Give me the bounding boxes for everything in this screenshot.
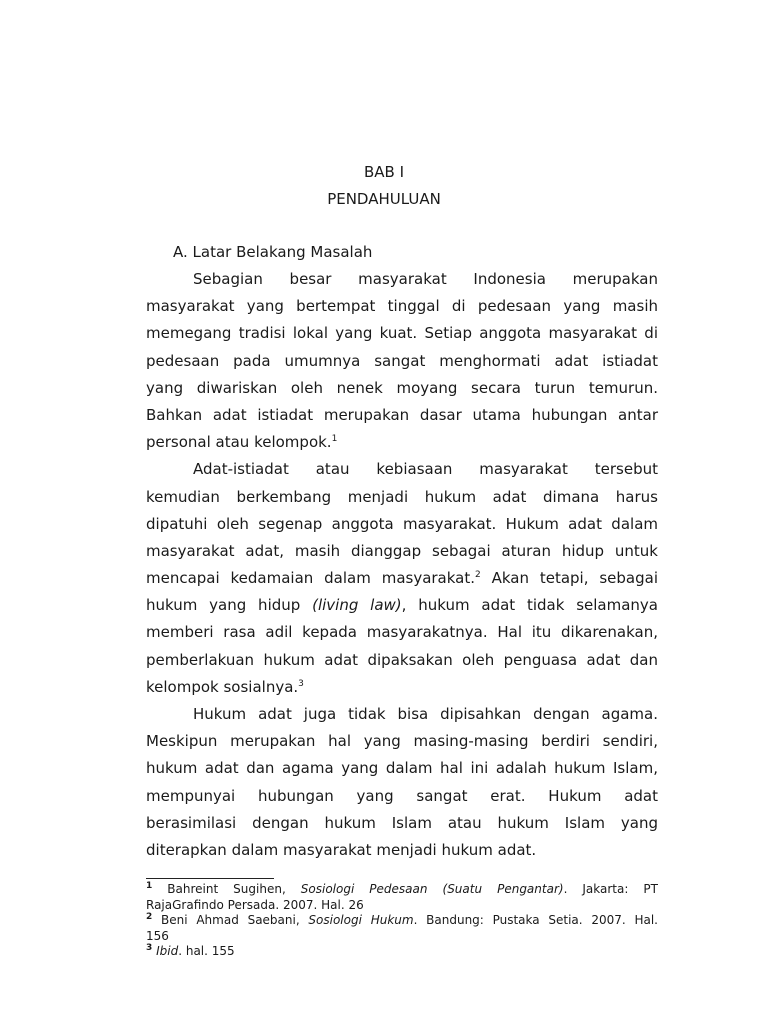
text-line: masyarakat yang bertempat tinggal di pedesaan yang masih [146, 297, 658, 316]
text-segment: , hukum adat tidak selamanya [401, 596, 658, 615]
text-segment: mencapai kedamaian dalam masyarakat. [146, 569, 476, 588]
footnote-title: Ibid [156, 944, 179, 958]
footnote-author: Beni Ahmad Saebani, [152, 913, 309, 927]
footnote-1 [146, 882, 658, 898]
paragraph-1 [146, 266, 658, 864]
text-line: diterapkan dalam masyarakat menjadi hukum adat. [146, 840, 537, 859]
text-segment: kelompok sosialnya. [146, 677, 299, 696]
footnote-divider [146, 878, 274, 879]
footnote-3 [146, 944, 658, 960]
chapter-title: PENDAHULUAN [327, 190, 441, 208]
text-line: masyarakat adat, masih dianggap sebagai aturan hidup untuk [146, 541, 658, 560]
footnotes [146, 882, 658, 960]
text-line: kemudian berkembang menjadi hukum adat dimana harus [146, 487, 658, 506]
text-line [146, 592, 658, 619]
text-line: memberi rasa adil kepada masyarakatnya. Hal itu dikarenakan, [146, 623, 658, 642]
footnote-1-cont: RajaGrafindo Persada. 2007. Hal. 26 [146, 897, 364, 912]
footnote-title: Sosiologi Pedesaan (Suatu Pengantar) [300, 882, 564, 896]
footnote-reference: 3 [298, 678, 304, 689]
footnote-number: 2 [146, 912, 153, 922]
text-segment: personal atau kelompok. [146, 433, 332, 452]
footnote-2-cont: 156 [146, 928, 169, 943]
footnote-title: Sosiologi Hukum [308, 913, 414, 927]
footnote-reference: 2 [475, 570, 481, 581]
text-line: Meskipun merupakan hal yang masing-masing berdiri sendiri, [146, 732, 658, 751]
text-line: mempunyai hubungan yang sangat erat. Hukum adat [146, 786, 658, 805]
footnote-text: . Bandung: Pustaka Setia. 2007. Hal. [413, 913, 658, 927]
text-segment: Akan tetapi, sebagai [480, 569, 658, 588]
text-segment: hukum yang hidup [146, 596, 313, 615]
chapter-number: BAB I [363, 163, 405, 181]
footnote-2 [146, 913, 658, 929]
italic-term: (living law) [312, 596, 402, 615]
text-line [146, 565, 658, 592]
footnote-reference: 1 [331, 434, 338, 445]
text-line: Sebagian besar masyarakat Indonesia merupakan [193, 270, 658, 288]
text-line: Bahkan adat istiadat merupakan dasar utama hubungan antar [146, 405, 658, 424]
footnote-number: 3 [146, 943, 153, 953]
text-line: hukum adat dan agama yang dalam hal ini adalah hukum Islam, [146, 759, 658, 778]
text-line: berasimilasi dengan hukum Islam atau hukum Islam yang [146, 813, 658, 832]
footnote-text: . hal. 155 [178, 944, 235, 958]
text-line: Hukum adat juga tidak bisa dipisahkan dengan agama. [193, 705, 658, 723]
text-line [146, 429, 658, 456]
text-line: yang diwariskan oleh nenek moyang secara turun temurun. [146, 378, 658, 397]
text-line: dipatuhi oleh segenap anggota masyarakat. Hukum adat dalam [146, 514, 658, 533]
text-line [146, 674, 658, 701]
text-line: Adat-istiadat atau kebiasaan masyarakat tersebut [193, 460, 658, 479]
footnote-text: . Jakarta: PT [563, 882, 658, 896]
text-line: memegang tradisi lokal yang kuat. Setiap anggota masyarakat di [146, 324, 658, 343]
text-line: pedesaan pada umumnya sangat menghormati adat istiadat [146, 351, 658, 370]
section-title: A. Latar Belakang Masalah [173, 243, 373, 261]
footnote-number: 1 [146, 881, 153, 891]
text-line: pemberlakuan hukum adat dipaksakan oleh penguasa adat dan [146, 650, 658, 669]
footnote-author: Bahreint Sugihen, [152, 882, 301, 896]
